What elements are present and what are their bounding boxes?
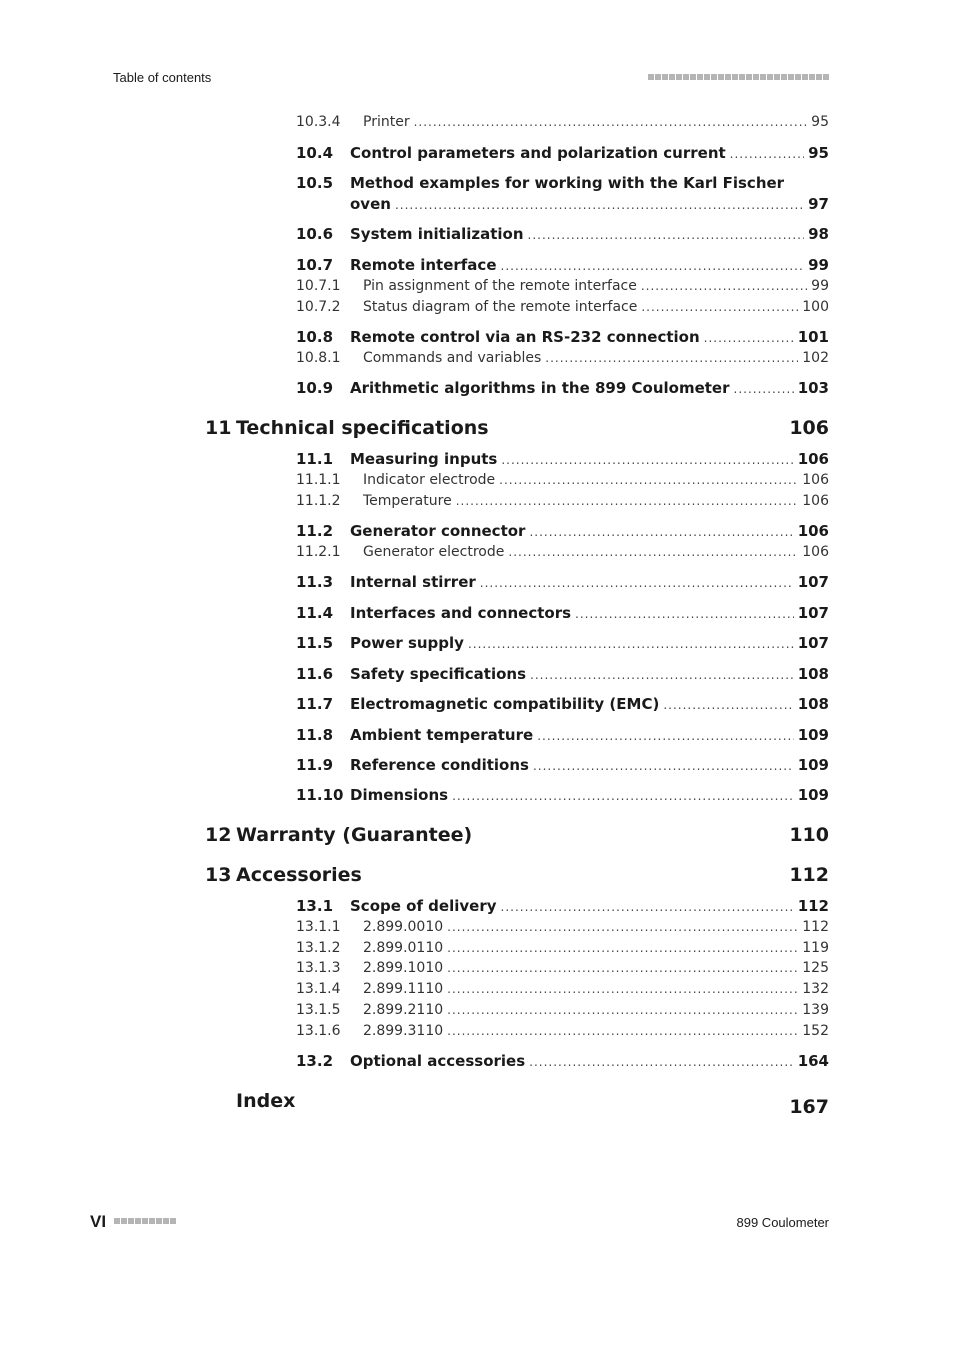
entry-number: 11.2 — [296, 522, 334, 540]
entry-number: 10.3.4 — [296, 114, 341, 130]
dot-leader — [414, 112, 808, 132]
dot-leader — [447, 917, 798, 937]
entry-page: 119 — [802, 940, 829, 956]
entry-title: Status diagram of the remote interface — [363, 299, 638, 315]
entry-number: 10.4 — [296, 144, 334, 162]
square-mark — [135, 1218, 141, 1224]
dot-leader — [533, 755, 794, 776]
square-mark — [170, 1218, 176, 1224]
toc-entry[interactable] — [296, 896, 829, 917]
entry-title: Generator connector — [350, 522, 526, 540]
dot-leader — [447, 958, 798, 978]
toc-entry[interactable] — [296, 755, 829, 776]
square-mark — [149, 1218, 155, 1224]
toc-subentry[interactable] — [296, 938, 829, 958]
entry-page: 102 — [802, 350, 829, 366]
page-number: VI — [90, 1212, 107, 1231]
entry-number: 11.1 — [296, 450, 334, 468]
entry-number: 13.1.4 — [296, 981, 341, 997]
dot-leader — [456, 491, 799, 511]
dot-leader — [468, 633, 794, 654]
toc-subentry[interactable] — [296, 979, 829, 999]
dot-leader — [704, 327, 794, 348]
entry-number: 13.1.1 — [296, 919, 341, 935]
entry-title: Remote control via an RS-232 connection — [350, 328, 700, 346]
dot-leader — [499, 470, 798, 490]
entry-page: 95 — [811, 114, 829, 130]
entry-page: 106 — [802, 493, 829, 509]
dot-leader — [734, 378, 794, 399]
toc-entry[interactable] — [296, 521, 829, 542]
entry-number: 13.1.3 — [296, 960, 341, 976]
entry-title: 2.899.1010 — [363, 960, 444, 976]
toc-subentry[interactable] — [296, 491, 829, 511]
toc-subentry[interactable] — [296, 112, 829, 132]
chapter-number: 13 — [205, 864, 232, 886]
toc-entry[interactable] — [296, 143, 829, 164]
toc-entry[interactable] — [296, 725, 829, 746]
toc-entry[interactable] — [296, 572, 829, 593]
entry-number: 10.7.1 — [296, 278, 341, 294]
entry-page: 152 — [802, 1023, 829, 1039]
entry-number: 11.3 — [296, 573, 334, 591]
toc-chapter[interactable] — [205, 1089, 829, 1119]
dot-leader — [528, 224, 805, 245]
toc-entry[interactable] — [296, 173, 829, 216]
chapter-number: 11 — [205, 417, 232, 439]
entry-page: 125 — [802, 960, 829, 976]
dot-leader — [447, 1021, 798, 1041]
running-footer-product: 899 Coulometer — [736, 1215, 829, 1230]
toc-entry[interactable] — [296, 327, 829, 348]
dot-leader — [480, 572, 794, 593]
entry-title: 2.899.0010 — [363, 919, 444, 935]
entry-title: Electromagnetic compatibility (EMC) — [350, 695, 660, 713]
square-mark — [142, 1218, 148, 1224]
entry-page: 99 — [811, 278, 829, 294]
toc-subentry[interactable] — [296, 348, 829, 368]
entry-title: Generator electrode — [363, 544, 505, 560]
chapter-title: Warranty (Guarantee) — [236, 824, 473, 846]
chapter-page: 112 — [789, 864, 829, 886]
entry-title: Measuring inputs — [350, 450, 498, 468]
dot-leader — [508, 542, 798, 562]
entry-page: 139 — [802, 1002, 829, 1018]
entry-number: 13.1 — [296, 897, 334, 915]
square-mark — [121, 1218, 127, 1224]
entry-number: 10.6 — [296, 225, 334, 243]
dot-leader — [447, 979, 798, 999]
dot-leader — [529, 1051, 794, 1072]
entry-title: Dimensions — [350, 786, 449, 804]
entry-number: 11.5 — [296, 634, 334, 652]
dot-leader — [663, 694, 793, 715]
entry-page: 97 — [808, 195, 829, 213]
entry-number: 13.1.5 — [296, 1002, 341, 1018]
dot-leader — [447, 1000, 798, 1020]
entry-number: 11.1.1 — [296, 472, 341, 488]
entry-page: 109 — [797, 786, 829, 804]
entry-number: 11.4 — [296, 604, 334, 622]
entry-page: 106 — [802, 544, 829, 560]
entry-page: 132 — [802, 981, 829, 997]
entry-page: 108 — [797, 695, 829, 713]
dot-leader — [395, 194, 804, 216]
entry-page: 108 — [797, 665, 829, 683]
entry-number: 10.7.2 — [296, 299, 341, 315]
entry-page: 99 — [808, 256, 829, 274]
entry-number: 11.7 — [296, 695, 334, 713]
entry-title: 2.899.2110 — [363, 1002, 444, 1018]
dot-leader — [501, 449, 793, 470]
toc-chapter[interactable] — [205, 863, 829, 887]
toc-subentry[interactable] — [296, 542, 829, 562]
entry-number: 10.9 — [296, 379, 334, 397]
entry-title: Indicator electrode — [363, 472, 496, 488]
dot-leader — [545, 348, 798, 368]
entry-page: 107 — [797, 604, 829, 622]
entry-number: 10.5 — [296, 174, 334, 192]
dot-leader — [530, 664, 794, 685]
entry-page: 112 — [797, 897, 829, 915]
chapter-page: 167 — [789, 1096, 829, 1118]
chapter-title: Index — [236, 1090, 296, 1112]
toc-subentry[interactable] — [296, 958, 829, 978]
toc-entry[interactable] — [296, 603, 829, 624]
toc-entry[interactable] — [296, 378, 829, 399]
entry-title: Reference conditions — [350, 756, 529, 774]
entry-title: Optional accessories — [350, 1052, 526, 1070]
entry-number: 10.7 — [296, 256, 334, 274]
toc-subentry[interactable] — [296, 297, 829, 317]
dot-leader — [575, 603, 794, 624]
entry-page: 106 — [797, 450, 829, 468]
entry-number: 11.10 — [296, 786, 344, 804]
dot-leader — [537, 725, 794, 746]
square-mark — [114, 1218, 120, 1224]
chapter-title: Accessories — [236, 864, 362, 886]
entry-page: 103 — [797, 379, 829, 397]
entry-title: Pin assignment of the remote interface — [363, 278, 637, 294]
entry-number: 11.1.2 — [296, 493, 341, 509]
dot-leader — [641, 276, 807, 296]
dot-leader — [452, 785, 794, 806]
entry-number: 13.1.2 — [296, 940, 341, 956]
toc-subentry[interactable] — [296, 470, 829, 490]
entry-number: 10.8.1 — [296, 350, 341, 366]
toc-entry[interactable] — [296, 633, 829, 654]
entry-title: 2.899.1110 — [363, 981, 444, 997]
toc-entry[interactable] — [296, 224, 829, 245]
entry-title: Interfaces and connectors — [350, 604, 572, 622]
entry-page: 106 — [802, 472, 829, 488]
chapter-page: 110 — [789, 824, 829, 846]
entry-number: 10.8 — [296, 328, 334, 346]
running-header-title: Table of contents — [113, 70, 212, 85]
toc-chapter[interactable] — [205, 416, 829, 440]
entry-title: Arithmetic algorithms in the 899 Coulometer — [350, 379, 730, 397]
square-mark — [156, 1218, 162, 1224]
entry-title: Control parameters and polarization current — [350, 144, 726, 162]
entry-title: System initialization — [350, 225, 524, 243]
entry-page: 100 — [802, 299, 829, 315]
chapter-number — [205, 1089, 236, 1113]
entry-page: 95 — [808, 144, 829, 162]
entry-page: 106 — [797, 522, 829, 540]
dot-leader — [641, 297, 798, 317]
entry-number: 11.2.1 — [296, 544, 341, 560]
entry-title: Ambient temperature — [350, 726, 534, 744]
entry-title: Commands and variables — [363, 350, 542, 366]
toc-subentry[interactable] — [296, 917, 829, 937]
toc-entry[interactable] — [296, 449, 829, 470]
toc-entry[interactable] — [296, 664, 829, 685]
entry-page: 101 — [797, 328, 829, 346]
toc-subentry[interactable] — [296, 276, 829, 296]
dot-leader — [447, 938, 798, 958]
entry-title: Power supply — [350, 634, 464, 652]
toc-entry[interactable] — [296, 255, 829, 276]
toc-entry[interactable] — [296, 785, 829, 806]
entry-page: 112 — [802, 919, 829, 935]
square-mark — [163, 1218, 169, 1224]
square-mark — [128, 1218, 134, 1224]
entry-number: 11.8 — [296, 726, 334, 744]
entry-title: 2.899.0110 — [363, 940, 444, 956]
dot-leader — [730, 143, 804, 164]
entry-title: 2.899.3110 — [363, 1023, 444, 1039]
entry-number: 13.2 — [296, 1052, 334, 1070]
dot-leader — [501, 896, 794, 917]
entry-title: Remote interface — [350, 256, 497, 274]
entry-page: 98 — [808, 225, 829, 243]
entry-title: Internal stirrer — [350, 573, 476, 591]
footer-decoration — [114, 1218, 176, 1224]
dot-leader — [529, 521, 793, 542]
toc-subentry[interactable] — [296, 1021, 829, 1041]
entry-title-continued: oven — [350, 195, 391, 213]
entry-page: 164 — [797, 1052, 829, 1070]
entry-number: 13.1.6 — [296, 1023, 341, 1039]
entry-page: 109 — [797, 756, 829, 774]
toc-subentry[interactable] — [296, 1000, 829, 1020]
entry-title: Safety specifications — [350, 665, 527, 683]
entry-title: Method examples for working with the Karl Fischer — [350, 174, 785, 192]
entry-page: 107 — [797, 573, 829, 591]
entry-title: Temperature — [363, 493, 452, 509]
entry-page: 109 — [797, 726, 829, 744]
dot-leader — [501, 255, 805, 276]
entry-page: 107 — [797, 634, 829, 652]
toc-entry[interactable] — [296, 1051, 829, 1072]
entry-title: Printer — [363, 114, 410, 130]
chapter-page: 106 — [789, 417, 829, 439]
chapter-title: Technical specifications — [236, 417, 489, 439]
entry-number: 11.6 — [296, 665, 334, 683]
toc-entry[interactable] — [296, 694, 829, 715]
entry-title: Scope of delivery — [350, 897, 497, 915]
chapter-number: 12 — [205, 824, 232, 846]
toc-chapter[interactable] — [205, 823, 829, 847]
entry-number: 11.9 — [296, 756, 334, 774]
